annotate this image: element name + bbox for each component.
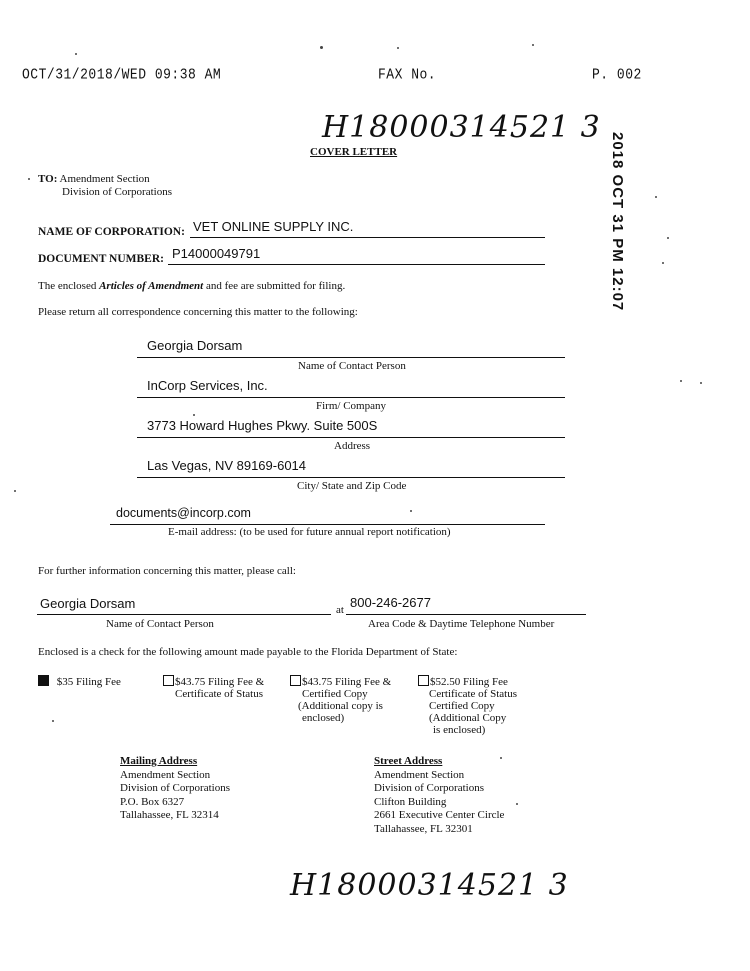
fee-option-43-certificate[interactable] bbox=[163, 675, 264, 700]
contact-email-line bbox=[110, 524, 545, 525]
fee-option-line: Certified Copy bbox=[302, 688, 368, 700]
phone-contact-label: Name of Contact Person bbox=[106, 618, 214, 630]
scan-speck bbox=[14, 490, 16, 492]
street-address bbox=[374, 755, 504, 837]
contact-company-label: Firm/ Company bbox=[316, 400, 386, 412]
document-number: P14000049791 bbox=[172, 246, 261, 261]
phone-contact-line bbox=[37, 614, 331, 615]
stamp-text: 2018 OCT 31 PM 12:07 bbox=[609, 132, 626, 312]
check-statement: Enclosed is a check for the following amount made payable to the Florida Department of State: bbox=[38, 646, 458, 658]
mailing-address bbox=[120, 755, 230, 823]
enclosed-statement bbox=[38, 280, 345, 292]
street-address-line: Clifton Building bbox=[374, 795, 447, 808]
scan-speck bbox=[700, 382, 702, 384]
received-stamp bbox=[592, 128, 632, 312]
scan-speck bbox=[516, 803, 518, 805]
contact-email-label: E-mail address: (to be used for future annual report notification) bbox=[168, 526, 451, 538]
corporation-label: NAME OF CORPORATION: bbox=[38, 226, 185, 238]
phone-number-label: Area Code & Daytime Telephone Number bbox=[368, 618, 555, 630]
contact-city: Las Vegas, NV 89169-6014 bbox=[147, 458, 307, 473]
checkbox-icon[interactable] bbox=[163, 675, 174, 686]
fee-option-line: Certificate of Status bbox=[175, 688, 263, 700]
fax-date: OCT/31/2018/WED 09:38 AM bbox=[22, 66, 222, 84]
scan-speck bbox=[410, 510, 412, 512]
scan-speck bbox=[667, 237, 669, 239]
scan-speck bbox=[28, 178, 30, 180]
mailing-address-line: Division of Corporations bbox=[120, 782, 230, 795]
fee-option-line: Certificate of Status bbox=[429, 688, 517, 700]
scan-speck bbox=[193, 414, 195, 416]
street-address-line: Tallahassee, FL 32301 bbox=[374, 822, 473, 835]
phone-number-line bbox=[346, 614, 586, 615]
to-line2: Division of Corporations bbox=[62, 186, 172, 198]
contact-name: Georgia Dorsam bbox=[147, 338, 243, 353]
contact-city-label: City/ State and Zip Code bbox=[297, 480, 407, 492]
tracking-number-bottom: H18000314521 3 bbox=[290, 868, 569, 903]
mailing-address-line: Tallahassee, FL 32314 bbox=[120, 809, 219, 822]
checkbox-icon[interactable] bbox=[290, 675, 301, 686]
fee-option-line: Certified Copy bbox=[429, 700, 495, 712]
contact-company-line bbox=[137, 397, 565, 398]
street-address-line: 2661 Executive Center Circle bbox=[374, 809, 505, 822]
contact-address-line bbox=[137, 437, 565, 438]
fee-option-line: $43.75 Filing Fee & bbox=[175, 676, 265, 688]
tracking-number-top: H18000314521 3 bbox=[322, 110, 601, 145]
contact-name-line bbox=[137, 357, 565, 358]
contact-city-line bbox=[137, 477, 565, 478]
mailing-address-heading: Mailing Address bbox=[120, 755, 198, 767]
further-info-text: For further information concerning this matter, please call: bbox=[38, 565, 296, 577]
scan-speck bbox=[320, 46, 323, 49]
corporation-name: VET ONLINE SUPPLY INC. bbox=[193, 219, 354, 234]
scan-speck bbox=[75, 53, 77, 55]
at-label: at bbox=[336, 604, 344, 616]
contact-company: InCorp Services, Inc. bbox=[147, 378, 268, 393]
return-instructions: Please return all correspondence concerning this matter to the following: bbox=[38, 306, 358, 318]
mailing-address-line: Amendment Section bbox=[120, 768, 211, 781]
fee-option-line: (Additional Copy bbox=[429, 712, 507, 724]
scan-speck bbox=[680, 380, 682, 382]
enclosed-after: and fee are submitted for filing. bbox=[203, 280, 346, 292]
scan-speck bbox=[500, 757, 502, 759]
fee-option-52[interactable] bbox=[418, 675, 517, 736]
street-address-line: Division of Corporations bbox=[374, 782, 484, 795]
fee-option-line: $52.50 Filing Fee bbox=[430, 676, 508, 688]
phone-contact-name: Georgia Dorsam bbox=[40, 596, 136, 611]
phone-number: 800-246-2677 bbox=[350, 595, 431, 610]
contact-address: 3773 Howard Hughes Pkwy. Suite 500S bbox=[147, 418, 378, 433]
street-address-heading: Street Address bbox=[374, 755, 443, 767]
checkbox-checked-icon[interactable] bbox=[38, 675, 49, 686]
fee-option-line: is enclosed) bbox=[433, 724, 486, 736]
scan-speck bbox=[532, 44, 534, 46]
fee-option-43-certified-copy[interactable] bbox=[290, 675, 391, 724]
fee-option-line: $43.75 Filing Fee & bbox=[302, 676, 392, 688]
contact-address-label: Address bbox=[334, 440, 371, 452]
document-number-line bbox=[168, 264, 545, 265]
to-line1: Amendment Section bbox=[59, 173, 150, 185]
scan-speck bbox=[662, 262, 664, 264]
enclosed-emphasis: Articles of Amendment bbox=[99, 280, 204, 292]
to-block bbox=[38, 173, 150, 185]
enclosed-before: The enclosed bbox=[38, 280, 100, 292]
document-number-label: DOCUMENT NUMBER: bbox=[38, 253, 164, 265]
fax-page: P. 002 bbox=[592, 66, 642, 84]
contact-email: documents@incorp.com bbox=[116, 506, 251, 520]
scan-speck bbox=[655, 196, 657, 198]
scan-speck bbox=[52, 720, 54, 722]
fax-number-label: FAX No. bbox=[378, 66, 437, 84]
scan-speck bbox=[397, 47, 399, 49]
fee-option-line: enclosed) bbox=[302, 712, 345, 724]
mailing-address-line: P.O. Box 6327 bbox=[120, 795, 185, 808]
corporation-line bbox=[190, 237, 545, 238]
page-title: COVER LETTER bbox=[310, 146, 398, 158]
street-address-line: Amendment Section bbox=[374, 768, 465, 781]
fee-option-line: $35 Filing Fee bbox=[56, 676, 121, 688]
fee-option-35[interactable] bbox=[38, 675, 121, 688]
to-label: TO: bbox=[38, 173, 58, 185]
fee-option-line: (Additional copy is bbox=[298, 700, 383, 712]
contact-name-label: Name of Contact Person bbox=[298, 360, 406, 372]
checkbox-icon[interactable] bbox=[418, 675, 429, 686]
